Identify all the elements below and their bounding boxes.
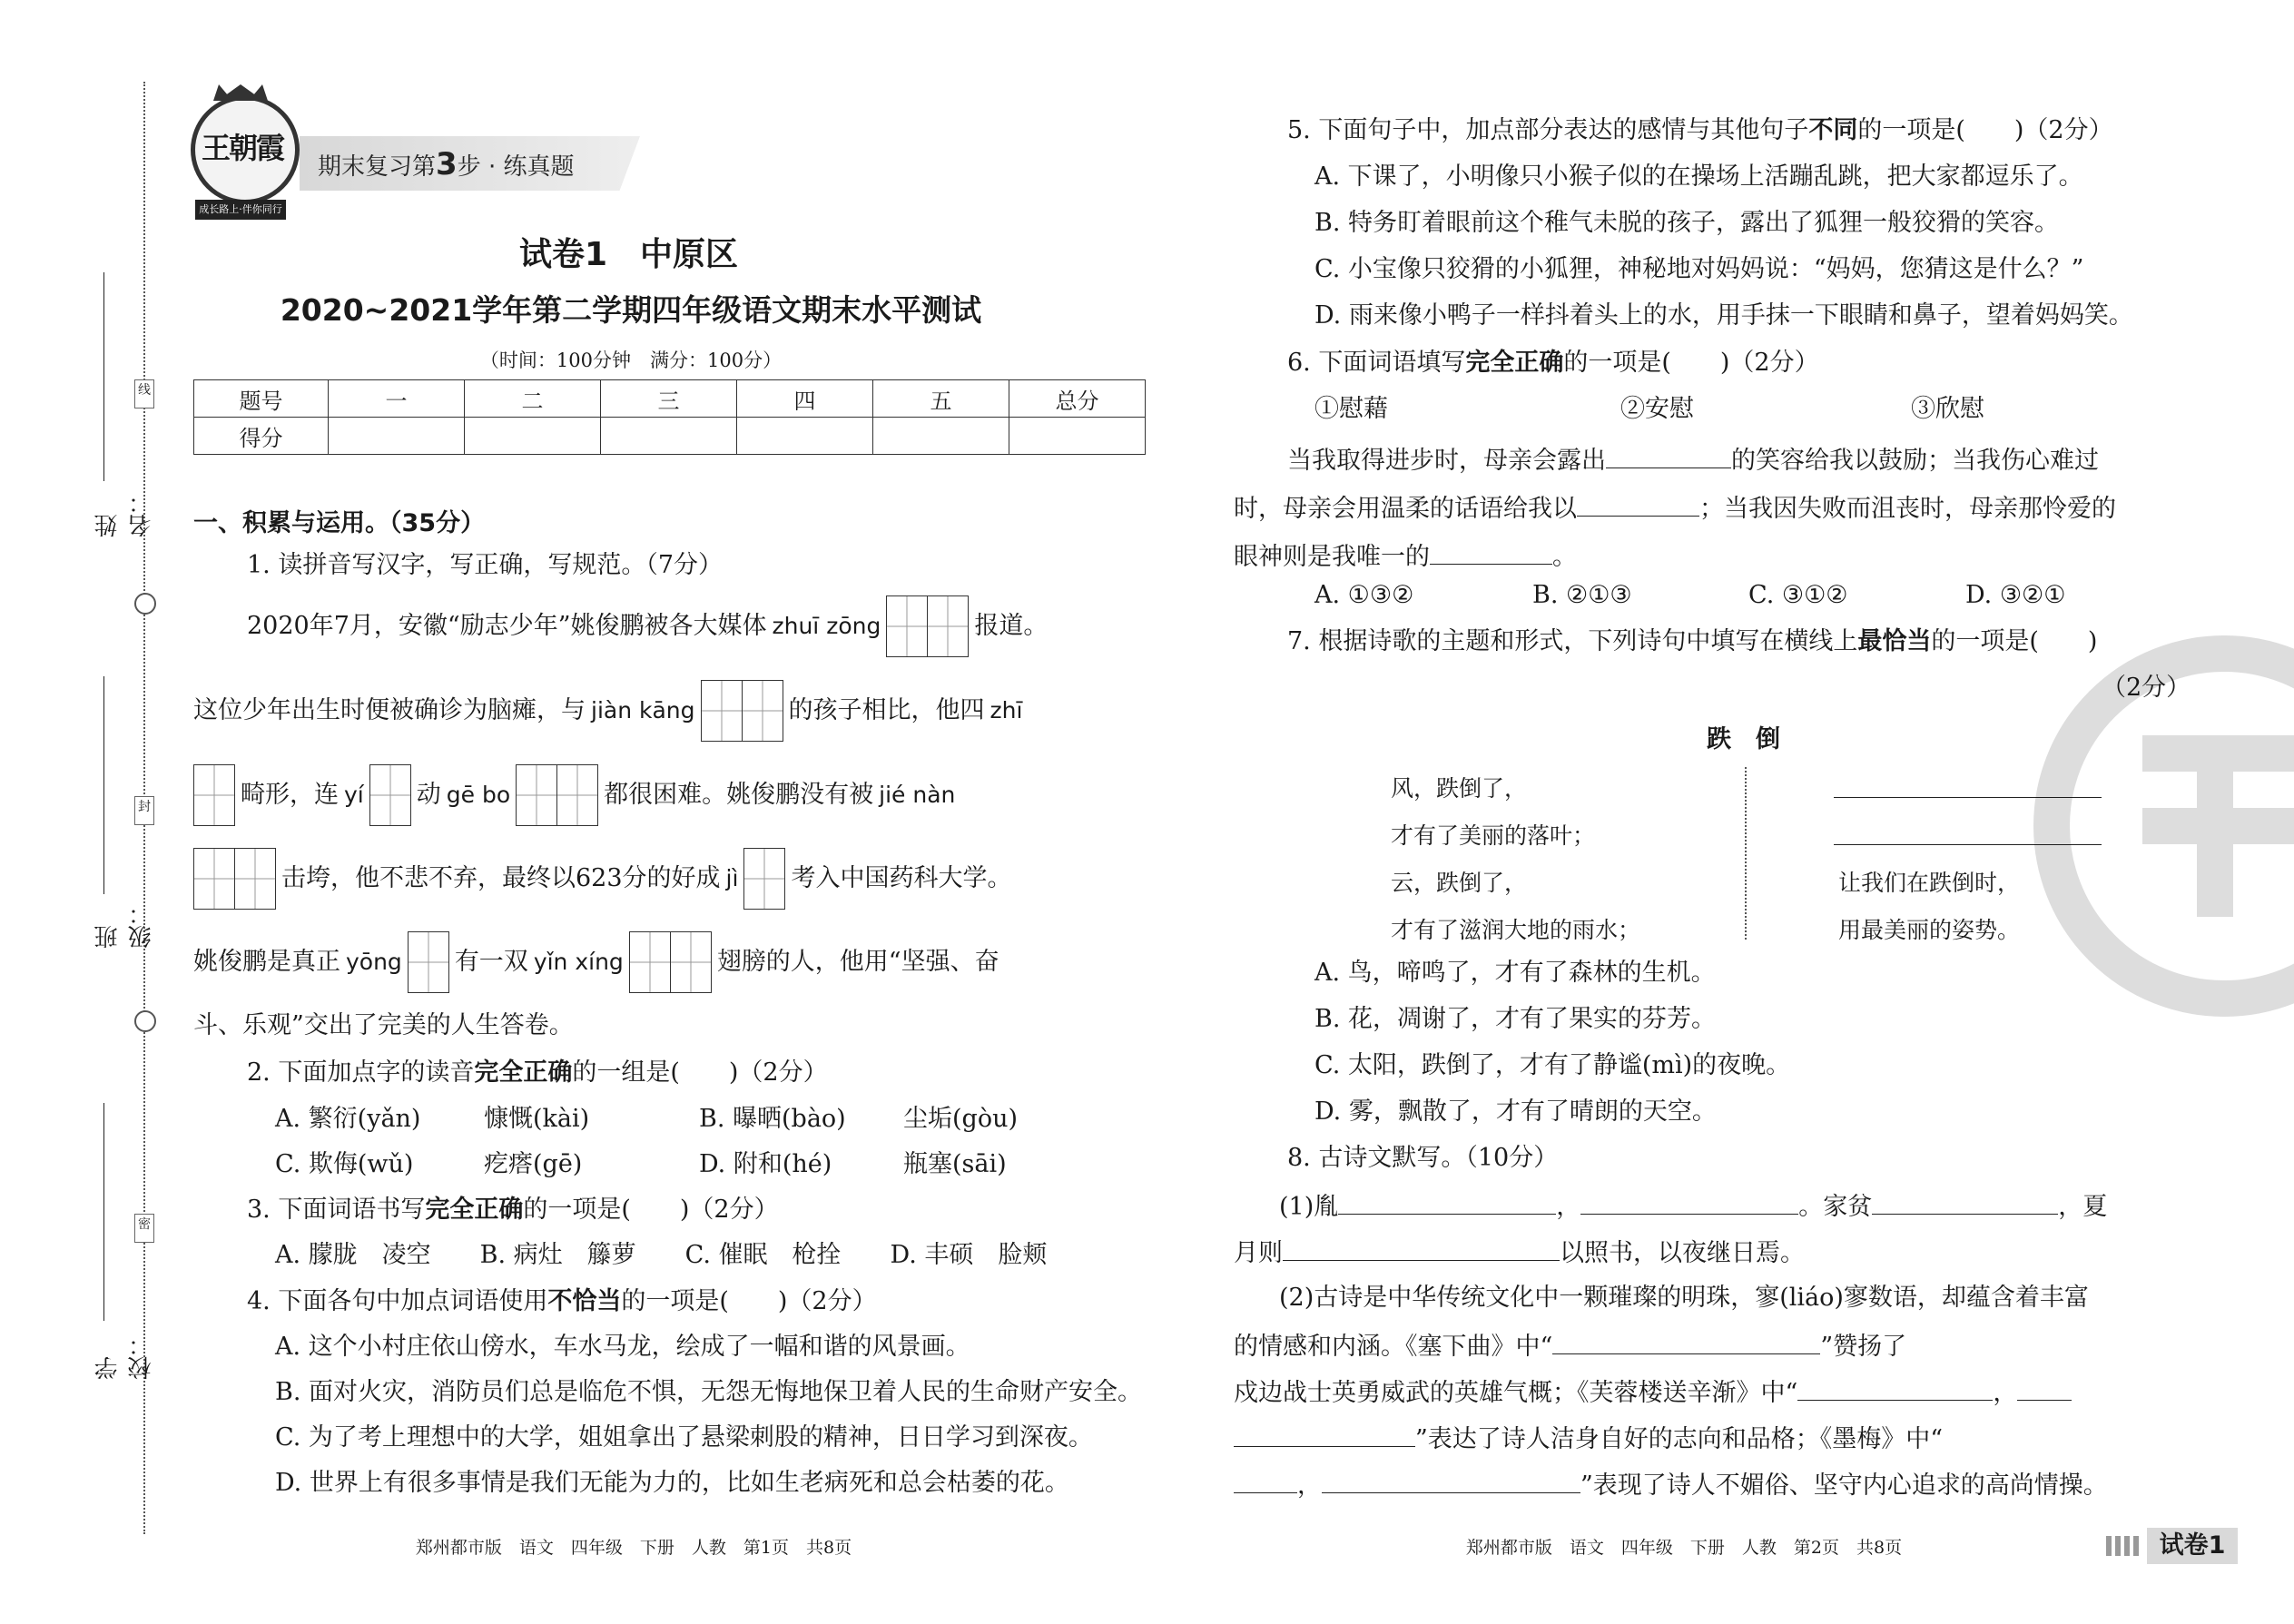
review-banner-text: 期末复习第3步 · 练真题: [318, 146, 575, 182]
pinyin-9: yǐn xíng: [533, 949, 624, 975]
pinyin-7: jì: [725, 865, 739, 891]
score-cell[interactable]: [737, 418, 873, 455]
q6-passage-1: 当我取得进步时，母亲会露出 的笑容给我以鼓励；当我伤心难过: [1287, 440, 2099, 479]
q1-stem: 1. 读拼音写汉字，写正确，写规范。（7分）: [247, 551, 724, 579]
school-label: 学校：: [94, 1333, 155, 1380]
pinyin-1: zhuī zōng: [772, 613, 881, 639]
seal-char-2: 封: [134, 796, 154, 825]
q5-option-a[interactable]: A. 下课了，小明像只小猴子似的在操场上活蹦乱跳，把大家都逗乐了。: [1314, 162, 2083, 191]
score-cell[interactable]: [873, 418, 1009, 455]
tian-grid[interactable]: [193, 764, 235, 826]
school-field[interactable]: [91, 1103, 155, 1380]
score-table: [193, 379, 1146, 455]
score-header-3: 三: [601, 380, 737, 418]
q7-option-c[interactable]: C. 太阳，跌倒了，才有了静谧(mì)的夜晚。: [1314, 1051, 1791, 1079]
answer-blank[interactable]: [1234, 1419, 1415, 1447]
tian-grid[interactable]: [408, 931, 449, 993]
pinyin-5: gē bo: [446, 782, 511, 808]
pinyin-3: zhī: [989, 697, 1023, 723]
seal-char-1: 线: [134, 379, 154, 408]
poem-line-4: 才有了滋润大地的雨水；: [1391, 917, 1641, 943]
score-cell[interactable]: [1009, 418, 1146, 455]
binding-knob-1: [134, 593, 156, 615]
q3-options[interactable]: A. 朦胧 凌空 B. 病灶 籐萝 C. 催眠 枪拴 D. 丰硕 脸颊: [275, 1241, 1048, 1269]
q6-option-c[interactable]: C. ③①②: [1748, 581, 1848, 609]
q7-score: （2分）: [2102, 674, 2191, 702]
q5-option-d[interactable]: D. 雨来像小鸭子一样抖着头上的水，用手抹一下眼睛和鼻子，望着妈妈笑。: [1314, 301, 2133, 330]
answer-blank[interactable]: [1322, 1465, 1580, 1493]
q7-option-d[interactable]: D. 雾，飘散了，才有了晴朗的天空。: [1314, 1097, 1717, 1126]
score-header-6: 总分: [1009, 380, 1146, 418]
exam-subtitle: 2020~2021学年第二学期四年级语文期末水平测试: [280, 292, 982, 328]
q5-option-c[interactable]: C. 小宝像只狡猾的小狐狸，神秘地对妈妈说：“妈妈，您猜这是什么？”: [1314, 255, 2084, 283]
q7-option-b[interactable]: B. 花，凋谢了，才有了果实的芬芳。: [1314, 1005, 1717, 1033]
q2-option-b[interactable]: B. 曝晒(bào) 尘垢(gòu): [699, 1105, 1018, 1133]
paper-tab: 试卷1: [2147, 1528, 2238, 1564]
q4-option-c[interactable]: C. 为了考上理想中的大学，姐姐拿出了悬梁刺股的精神，日日学习到深夜。: [275, 1423, 1093, 1452]
tian-grid[interactable]: [743, 848, 785, 910]
tian-grid[interactable]: [369, 764, 411, 826]
answer-blank[interactable]: [1580, 1186, 1798, 1215]
exam-title: 试卷1 中原区: [518, 236, 739, 273]
poem-line-2: 才有了美丽的落叶；: [1391, 822, 1596, 849]
section-1-heading: 一、积累与运用。（35分）: [193, 509, 486, 537]
poem-line-5: 让我们在跌倒时，: [1838, 870, 2021, 896]
q6-word-2: ②安慰: [1620, 395, 1694, 423]
q8-stem: 8. 古诗文默写。（10分）: [1287, 1144, 1559, 1172]
poem-title: 跌 倒: [1707, 725, 1780, 753]
q1-line-3: 畸形，连 yí 动 gē bo 都很困难。姚俊鹏没有被 jié nàn: [193, 763, 955, 827]
q4-option-b[interactable]: B. 面对火灾，消防员们总是临危不惧，无怨无悔地保卫着人民的生命财产安全。: [275, 1378, 1143, 1406]
score-header-0: 题号: [194, 380, 329, 418]
q2-option-a[interactable]: A. 繁衍(yǎn) 慷慨(kài): [275, 1105, 590, 1133]
answer-blank[interactable]: [1283, 1233, 1560, 1261]
q6-passage-2: 时，母亲会用温柔的话语给我以 ；当我因失败而沮丧时，母亲那怜爱的: [1234, 488, 2116, 527]
poem-left: [1391, 765, 1640, 954]
tian-grid[interactable]: [193, 848, 276, 910]
q7-stem: 7. 根据诗歌的主题和形式，下列诗句中填写在横线上最恰当的一项是( ): [1287, 627, 2098, 655]
watermark-seal: [2033, 635, 2294, 1017]
q1-line-4: 击垮，他不悲不弃，最终以623分的好成 jì 考入中国药科大学。: [193, 847, 1011, 910]
class-label: 班级：: [94, 901, 155, 949]
answer-blank[interactable]: [1606, 440, 1731, 468]
poem-right: [1838, 860, 2020, 954]
name-field[interactable]: [91, 272, 155, 537]
answer-blank[interactable]: [1552, 1326, 1820, 1354]
poem-line-6: 用最美丽的姿势。: [1838, 917, 2021, 943]
page-footer-left: 郑州都市版 语文 四年级 下册 人教 第1页 共8页: [415, 1538, 852, 1558]
score-header-2: 二: [465, 380, 601, 418]
answer-blank[interactable]: [1797, 1373, 1993, 1401]
q8-2-line-3: 戍边战士英勇威武的英雄气概；《芙蓉楼送辛渐》中“ ，: [1234, 1373, 2072, 1412]
pinyin-6: jié nàn: [879, 782, 956, 808]
page-footer-right: 郑州都市版 语文 四年级 下册 人教 第2页 共8页: [1465, 1538, 1903, 1558]
q6-word-1: ①慰藉: [1314, 395, 1388, 423]
q6-passage-3: 眼神则是我唯一的 。: [1234, 536, 1577, 576]
answer-blank[interactable]: [1577, 488, 1699, 517]
poem-line-3: 云，跌倒了，: [1391, 870, 1528, 896]
score-cell[interactable]: [601, 418, 737, 455]
q7-option-a[interactable]: A. 鸟，啼鸣了，才有了森林的生机。: [1314, 959, 1716, 987]
logo-text: 王朝霞: [201, 131, 283, 165]
exam-time-info: （时间：100分钟 满分：100分）: [479, 349, 783, 371]
q2-option-c[interactable]: C. 欺侮(wǔ) 疙瘩(gē): [275, 1150, 583, 1178]
binding-knob-2: [134, 1010, 156, 1032]
q4-stem: 4. 下面各句中加点词语使用不恰当的一项是( )（2分）: [247, 1287, 877, 1315]
poem-line-1: 风，跌倒了，: [1391, 775, 1528, 802]
q8-2-line-4: ”表达了诗人洁身自好的志向和品格；《墨梅》中“: [1234, 1419, 1943, 1458]
q1-line-2: 这位少年出生时便被确诊为脑瘫，与 jiàn kāng 的孩子相比，他四 zhī: [193, 679, 1022, 743]
q4-option-d[interactable]: D. 世界上有很多事情是我们无能为力的，比如生老病死和总会枯萎的花。: [275, 1469, 1069, 1497]
q8-2-line-1: (2)古诗是中华传统文化中一颗璀璨的明珠，寥(liáo)寥数语，却蕴含着丰富: [1279, 1284, 2089, 1312]
class-field[interactable]: [91, 676, 155, 949]
logo-sub-right: 伴你同行: [241, 203, 282, 215]
score-header-1: 一: [329, 380, 465, 418]
q6-option-a[interactable]: A. ①③②: [1314, 581, 1414, 609]
name-label: 姓名：: [94, 490, 155, 537]
q8-2-line-2: 的情感和内涵。《塞下曲》中“ ”赞扬了: [1234, 1326, 1906, 1365]
q6-option-d[interactable]: D. ③②①: [1965, 581, 2066, 609]
seal-char-3: 密: [134, 1214, 154, 1243]
pinyin-8: yōng: [346, 949, 402, 975]
pinyin-2: jiàn kāng: [591, 697, 695, 723]
score-cell[interactable]: [465, 418, 601, 455]
score-cell[interactable]: [329, 418, 465, 455]
q6-option-b[interactable]: B. ②①③: [1532, 581, 1632, 609]
score-row-label: 得分: [194, 418, 329, 455]
q8-1-line-2: 月则 以照书，以夜继日焉。: [1234, 1233, 1805, 1272]
q5-option-b[interactable]: B. 特务盯着眼前这个稚气未脱的孩子，露出了狐狸一般狡猾的笑容。: [1314, 209, 2060, 237]
score-header-4: 四: [737, 380, 873, 418]
tian-grid[interactable]: [701, 680, 783, 742]
answer-blank[interactable]: [1430, 536, 1552, 565]
score-header-5: 五: [873, 380, 1009, 418]
brand-logo: 王朝霞 成长路上·伴你同行: [182, 95, 300, 213]
logo-sub-left: 成长路上: [199, 203, 240, 215]
answer-blank[interactable]: [1338, 1186, 1556, 1215]
q1-line-1: 2020年7月，安徽“励志少年”姚俊鹏被各大媒体 zhuī zōng 报道。: [247, 595, 1048, 658]
paper-tab-decoration: [2106, 1536, 2142, 1556]
answer-blank[interactable]: [1234, 1465, 1297, 1493]
q2-option-d[interactable]: D. 附和(hé) 瓶塞(sāi): [699, 1150, 1007, 1178]
tian-grid[interactable]: [886, 595, 969, 657]
q8-2-line-5: ， ”表现了诗人不媚俗、坚守内心追求的高尚情操。: [1234, 1465, 2108, 1504]
q5-stem: 5. 下面句子中，加点部分表达的感情与其他句子不同的一项是( )（2分）: [1287, 116, 2113, 144]
q3-stem: 3. 下面词语书写完全正确的一项是( )（2分）: [247, 1196, 779, 1224]
q2-stem: 2. 下面加点字的读音完全正确的一组是( )（2分）: [247, 1058, 828, 1087]
answer-blank[interactable]: [2017, 1373, 2072, 1401]
q1-line-5: 姚俊鹏是真正 yōng 有一双 yǐn xíng 翅膀的人，他用“坚强、奋: [193, 930, 999, 994]
pinyin-4: yí: [344, 782, 364, 808]
q8-1-line-1: (1)胤 ， 。家贫 ，夏: [1279, 1186, 2107, 1225]
tian-grid[interactable]: [629, 931, 712, 993]
q6-stem: 6. 下面词语填写完全正确的一项是( )（2分）: [1287, 349, 1819, 377]
q6-word-3: ③欣慰: [1911, 395, 1984, 423]
tian-grid[interactable]: [516, 764, 598, 826]
answer-blank[interactable]: [1872, 1186, 2058, 1215]
poem-divider: [1745, 767, 1747, 940]
q1-line-6: 斗、乐观”交出了完美的人生答卷。: [193, 1011, 574, 1039]
q4-option-a[interactable]: A. 这个小村庄依山傍水，车水马龙，绘成了一幅和谐的风景画。: [275, 1333, 970, 1361]
